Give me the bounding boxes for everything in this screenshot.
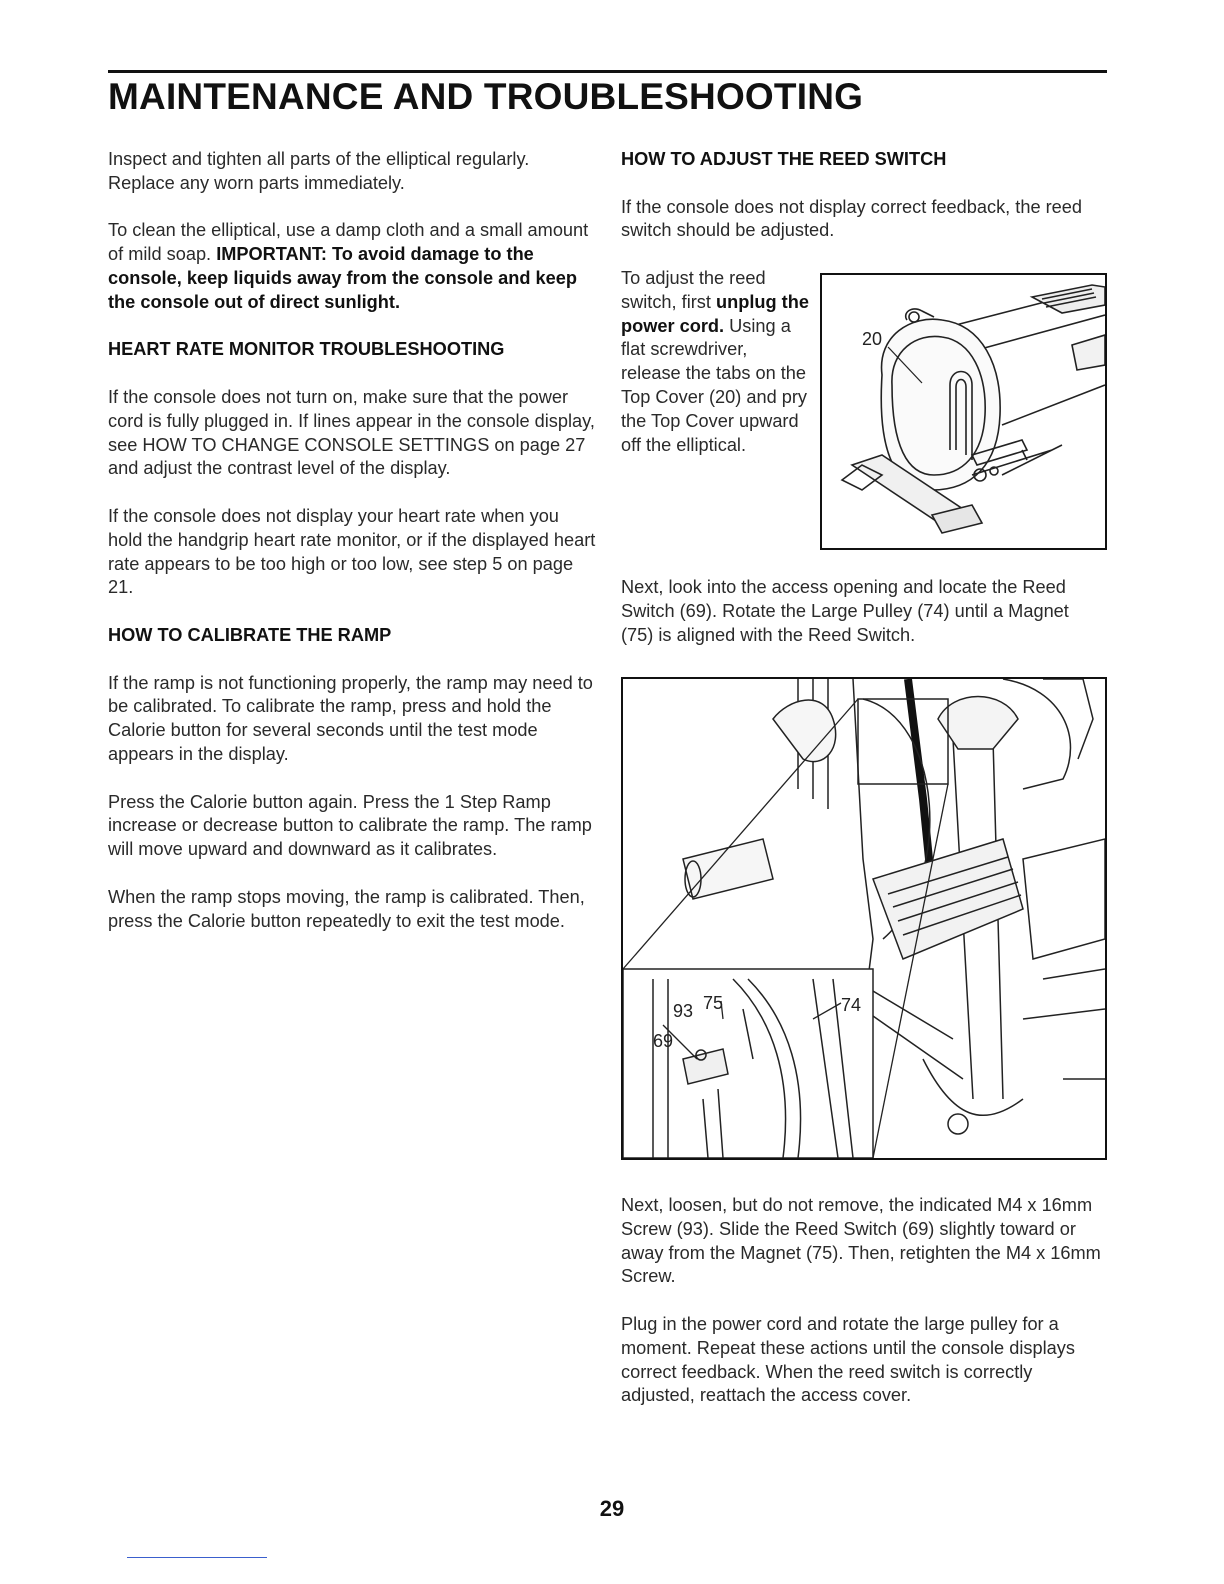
reed-switch-figure xyxy=(621,677,1107,1160)
unplug-warning: unplug the power cord. xyxy=(621,291,809,336)
top-cover-figure xyxy=(820,273,1107,550)
callout-75: 75 xyxy=(703,993,724,1013)
top-cover-instructions: To adjust the reed switch, first unplug the power cord. Using a flat screwdriver, release the tabs on the Top Cover (20) and pry the Top Cover upward off the elliptical. xyxy=(621,268,809,455)
callout-69: 69 xyxy=(653,1031,674,1051)
important-warning: IMPORTANT: To avoid damage to the console, keep liquids away from the console and keep the console out of direct sunlight. xyxy=(108,244,577,312)
right-column xyxy=(621,148,1101,267)
reed-paragraph-2: Next, look into the access opening and locate the Reed Switch (69). Rotate the Large Pulley (74) until a Magnet (75) is aligned with the Reed Switch. xyxy=(621,577,1069,645)
ramp-paragraph-3: When the ramp stops moving, the ramp is calibrated. Then, press the Calorie button repeatedly to exit the test mode. xyxy=(108,886,585,931)
cleaning-paragraph: To clean the elliptical, use a damp cloth and a small amount of mild soap. IMPORTANT: To avoid damage to the console, keep liquids away from the console and keep the console out of direct sunlight. xyxy=(108,220,589,312)
elliptical-top-cover-illustration xyxy=(822,275,1105,548)
callout-93: 93 xyxy=(673,1001,694,1021)
callout-20: 20 xyxy=(862,329,883,349)
intro-paragraph: Inspect and tighten all parts of the elliptical regularly. Replace any worn parts immediately. xyxy=(108,149,530,193)
hrm-paragraph-1: If the console does not turn on, make sure that the power cord is fully plugged in. If lines appear in the console display, see HOW TO CHANGE CONSOLE SETTINGS on page 27 and adjust the contrast level of the display. xyxy=(108,386,595,479)
page-number: 29 xyxy=(599,1496,625,1521)
hrm-paragraph-2: If the console does not display your heart rate when you hold the handgrip heart rate monitor, or if the displayed heart rate appears to be too high or too low, see step 5 on page 21. xyxy=(108,505,596,598)
reed-paragraph-3: Next, loosen, but do not remove, the indicated M4 x 16mm Screw (93). Slide the Reed Switch (69) slightly toward or away from the Magnet (75). Then, retighten the M4 x 16mm Screw. xyxy=(621,1195,1101,1287)
reed-paragraph-1: If the console does not display correct feedback, the reed switch should be adjusted. xyxy=(621,196,1083,241)
reed-paragraph-4: Plug in the power cord and rotate the large pulley for a moment. Repeat these actions until the console displays correct feedback. When the reed switch is correctly adjusted, reattach the access cover. xyxy=(621,1313,1075,1406)
callout-74: 74 xyxy=(841,995,862,1015)
title-rule xyxy=(108,70,1107,73)
ramp-paragraph-1: If the ramp is not functioning properly, the ramp may need to be calibrated. To calibrate the ramp, press and hold the Calorie button for several seconds until the test mode appears in the display. xyxy=(108,672,593,764)
reed-heading: HOW TO ADJUST THE REED SWITCH xyxy=(621,149,947,169)
page-title: MAINTENANCE AND TROUBLESHOOTING xyxy=(108,76,864,117)
left-column xyxy=(108,148,598,957)
ramp-heading: HOW TO CALIBRATE THE RAMP xyxy=(108,624,392,645)
ramp-paragraph-2: Press the Calorie button again. Press the 1 Step Ramp increase or decrease button to calibrate the ramp. The ramp will move upward and downward as it calibrates. xyxy=(108,791,592,860)
footer-line xyxy=(127,1557,267,1558)
reed-adjust-steps xyxy=(621,1194,1101,1432)
hrm-heading: HEART RATE MONITOR TROUBLESHOOTING xyxy=(108,339,505,360)
reed-switch-illustration xyxy=(623,679,1105,1158)
